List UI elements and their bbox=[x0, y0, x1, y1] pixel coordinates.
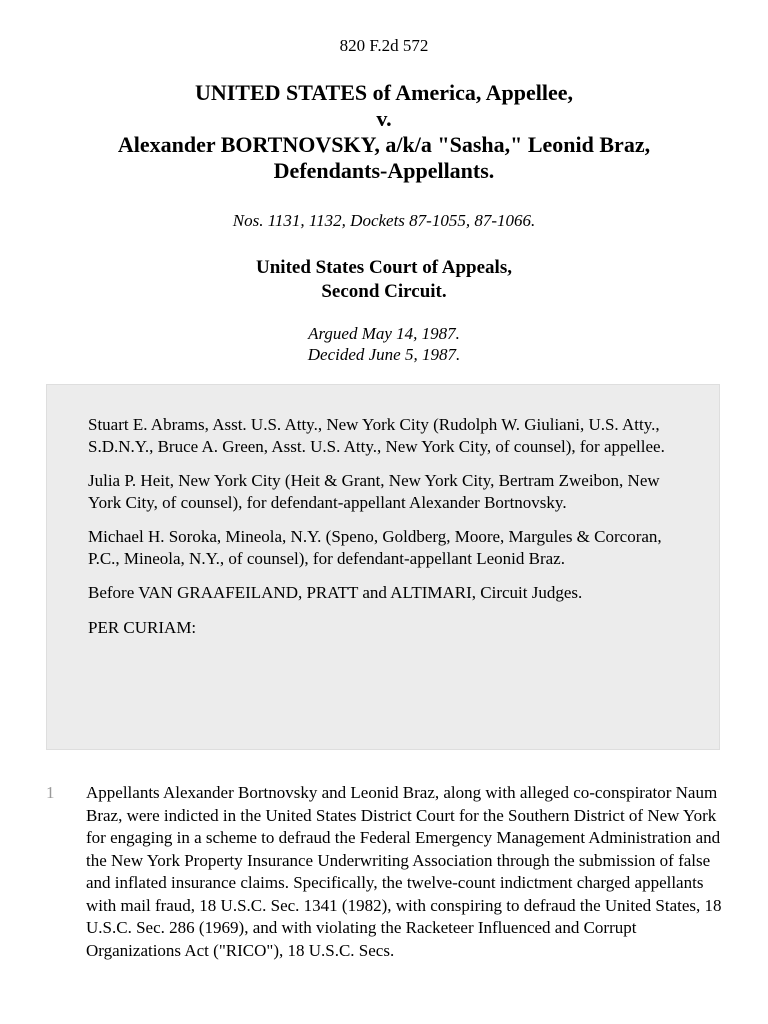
case-caption bbox=[40, 80, 728, 184]
docket-numbers: Nos. 1131, 1132, Dockets 87-1055, 87-1066. bbox=[232, 211, 536, 230]
argued-date: Argued May 14, 1987. bbox=[308, 324, 460, 343]
court-name bbox=[0, 256, 768, 304]
court-name-line2: Second Circuit. bbox=[321, 281, 447, 302]
caption-appellants-role: Defendants-Appellants. bbox=[273, 158, 495, 183]
caption-appellants: Alexander BORTNOVSKY, a/k/a "Sasha," Leonid Braz, bbox=[117, 132, 651, 157]
counsel-panel bbox=[46, 384, 720, 750]
counsel-bortnovsky: Julia P. Heit, New York City (Heit & Grant, New York City, Bertram Zweibon, New York City, of counsel), for defendant-appellant Alexander Bortnovsky. bbox=[88, 471, 660, 512]
case-citation: 820 F.2d 572 bbox=[339, 36, 429, 55]
per-curiam-label: PER CURIAM: bbox=[88, 617, 197, 637]
court-name-line1: United States Court of Appeals, bbox=[256, 257, 512, 278]
caption-versus: v. bbox=[376, 106, 392, 131]
judges-panel: Before VAN GRAAFEILAND, PRATT and ALTIMARI, Circuit Judges. bbox=[88, 583, 583, 602]
counsel-appellee: Stuart E. Abrams, Asst. U.S. Atty., New York City (Rudolph W. Giuliani, U.S. Atty., S.D.N.Y., Bruce A. Green, Asst. U.S. Atty., New York City, of counsel), for appellee. bbox=[88, 415, 665, 456]
caption-appellee: UNITED STATES of America, Appellee, bbox=[194, 80, 574, 105]
decided-date: Decided June 5, 1987. bbox=[307, 345, 461, 364]
paragraph-text: Appellants Alexander Bortnovsky and Leonid Braz, along with alleged co-conspirator Naum Braz, were indicted in the United States District Court for the Southern District of New York for engaging in a scheme to defraud the Federal Emergency Management Administration and the New York Property Insurance Underwriting Association through the submission of false and inflated insurance claims. Specifically, the twelve-count indictment charged appellants with mail fraud, 18 U.S.C. Sec. 1341 (1982), with conspiring to defraud the United States, 18 U.S.C. Sec. 286 (1969), and with violating the Racketeer Influenced and Corrupt Organizations Act ("RICO"), 18 U.S.C. Secs. bbox=[86, 783, 722, 960]
paragraph-number: 1 bbox=[46, 783, 55, 802]
counsel-braz: Michael H. Soroka, Mineola, N.Y. (Speno, Goldberg, Moore, Margules & Corcoran, P.C., Mineola, N.Y., of counsel), for defendant-appellant Leonid Braz. bbox=[88, 527, 662, 568]
case-dates bbox=[0, 323, 768, 365]
